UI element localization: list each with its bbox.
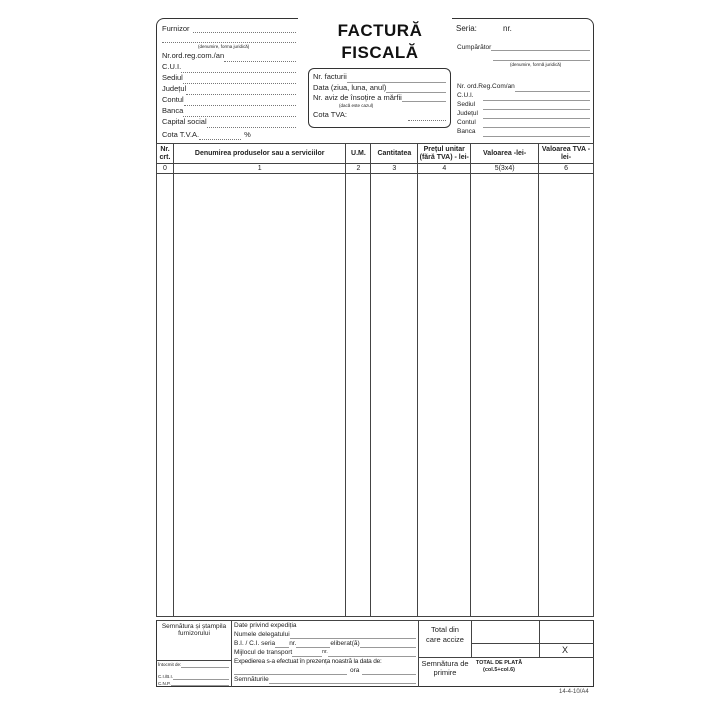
- shipping-info: [234, 621, 416, 684]
- label: Cota TVA:: [313, 110, 347, 119]
- label: Județul: [457, 110, 478, 117]
- label: Numele delegatului: [234, 631, 290, 638]
- supplier-field[interactable]: [162, 84, 296, 95]
- label: Nr.ord.reg.com./an: [162, 51, 225, 60]
- number-label[interactable]: nr.: [503, 24, 512, 33]
- invoice-number-field[interactable]: [313, 72, 446, 83]
- title-line1: FACTURĂ: [337, 21, 423, 40]
- label: Capital social: [162, 117, 207, 126]
- total-payment-label: TOTAL DE PLATĂ (col.5+col.6): [475, 660, 523, 673]
- buyer-field[interactable]: [457, 110, 590, 119]
- supplier-fields: [162, 51, 296, 140]
- label: Contul: [457, 119, 476, 126]
- label: C.I./B.I.: [158, 674, 174, 679]
- supplier-field[interactable]: [162, 51, 296, 62]
- label: B.I. / C.I. seria: [234, 640, 276, 647]
- label: C.U.I.: [457, 92, 474, 99]
- note: (dacă este cazul): [339, 102, 374, 108]
- label: nr.: [289, 640, 297, 647]
- col-number: 5(3x4): [471, 164, 539, 174]
- label: Cota T.V.A.: [162, 130, 200, 139]
- receipt-signature-label: Semnătura de primire: [421, 659, 469, 677]
- supplier-name-field[interactable]: [162, 24, 296, 33]
- label: C.U.I.: [162, 62, 182, 71]
- buyer-fields: [457, 83, 590, 137]
- items-table: [156, 143, 594, 617]
- percent: %: [244, 130, 251, 139]
- label: Întocmit de:: [158, 662, 182, 667]
- label: Nr. facturii: [313, 72, 347, 81]
- table-header-row: [157, 144, 594, 164]
- label: Sediul: [162, 73, 183, 82]
- col-header: U.M.: [346, 144, 371, 164]
- column-number-row: [157, 164, 594, 174]
- col-number: 3: [371, 164, 418, 174]
- supplier-field[interactable]: [162, 117, 296, 128]
- label: Data (ziua, luna, anul): [313, 82, 387, 92]
- vat-rate-field[interactable]: [162, 130, 296, 140]
- label: Nr. aviz de însoțire a mărfii: [313, 93, 402, 102]
- col-number: 0: [157, 164, 174, 174]
- x-mark: X: [562, 645, 569, 655]
- cnp-field[interactable]: [158, 681, 229, 687]
- buyer-field[interactable]: [457, 92, 590, 101]
- label: Banca: [457, 128, 476, 135]
- buyer-field[interactable]: [457, 101, 590, 110]
- id-card-field[interactable]: [158, 674, 229, 680]
- table-body-row[interactable]: [157, 174, 594, 617]
- delegate-field[interactable]: [234, 630, 416, 639]
- transport-field[interactable]: [234, 648, 416, 657]
- buyer-name-line[interactable]: [493, 60, 590, 61]
- label: C.N.P.: [158, 680, 171, 686]
- label: Nr. ord.Reg.Com/an: [457, 83, 515, 90]
- supplier-field[interactable]: [162, 62, 296, 73]
- buyer-note: (denumire, formă juridică): [510, 62, 562, 67]
- col-number: 1: [173, 164, 345, 174]
- shipped-date-field[interactable]: [234, 666, 416, 675]
- label: Banca: [162, 106, 184, 115]
- invoice-vat-field[interactable]: [313, 110, 446, 121]
- supplier-note: (denumire, forma juridică): [198, 44, 250, 49]
- col-header: Denumirea produselor sau a serviciilor: [173, 144, 345, 164]
- label: Județul: [162, 84, 187, 93]
- label: Sediul: [457, 101, 476, 108]
- label: nr.: [322, 649, 328, 655]
- invoice-info-box: [308, 68, 451, 128]
- invoice-date-field[interactable]: [313, 83, 446, 94]
- col-header: Nr. crt.: [157, 144, 174, 164]
- col-header: Valoarea -lei-: [471, 144, 539, 164]
- supplier-name-line[interactable]: [162, 42, 296, 43]
- col-header: Prețul unitar (fără TVA) - lei-: [418, 144, 471, 164]
- supplier-field[interactable]: [162, 95, 296, 106]
- col-header: Cantitatea: [371, 144, 418, 164]
- label: eliberat(ă): [330, 640, 360, 647]
- prepared-by-field[interactable]: [158, 662, 229, 668]
- label: Cumpărător: [457, 44, 492, 51]
- buyer-field[interactable]: [457, 128, 590, 137]
- label: Furnizor: [162, 24, 190, 33]
- label: Semnăturile: [234, 676, 269, 683]
- buyer-field[interactable]: [457, 119, 590, 128]
- col-number: 2: [346, 164, 371, 174]
- supplier-field[interactable]: [162, 73, 296, 84]
- total-excise-label: Total din care accize: [426, 625, 464, 644]
- supplier-signature-label: Semnătura și ștampila furnizorului: [161, 623, 227, 637]
- col-header: Valoarea TVA -lei-: [539, 144, 594, 164]
- series-label[interactable]: Seria:: [456, 24, 477, 33]
- title-line2: FISCALĂ: [341, 43, 419, 62]
- shipped-date-label: Expedierea s-a efectuat în prezența noastră la data de:: [234, 658, 382, 665]
- label: Mijlocul de transport: [234, 649, 293, 656]
- form-code: 14-4-10/A4: [559, 689, 589, 695]
- col-number: 4: [418, 164, 471, 174]
- buyer-field[interactable]: [457, 83, 590, 92]
- signatures-field[interactable]: [234, 675, 416, 684]
- label: Contul: [162, 95, 184, 104]
- col-number: 6: [539, 164, 594, 174]
- buyer-name-field[interactable]: [457, 44, 590, 51]
- label: ora: [350, 667, 360, 674]
- delivery-note-field[interactable]: [313, 93, 446, 109]
- supplier-field[interactable]: [162, 106, 296, 117]
- delegate-id-field[interactable]: [234, 639, 416, 648]
- shipping-title: Date privind expediția: [234, 622, 297, 629]
